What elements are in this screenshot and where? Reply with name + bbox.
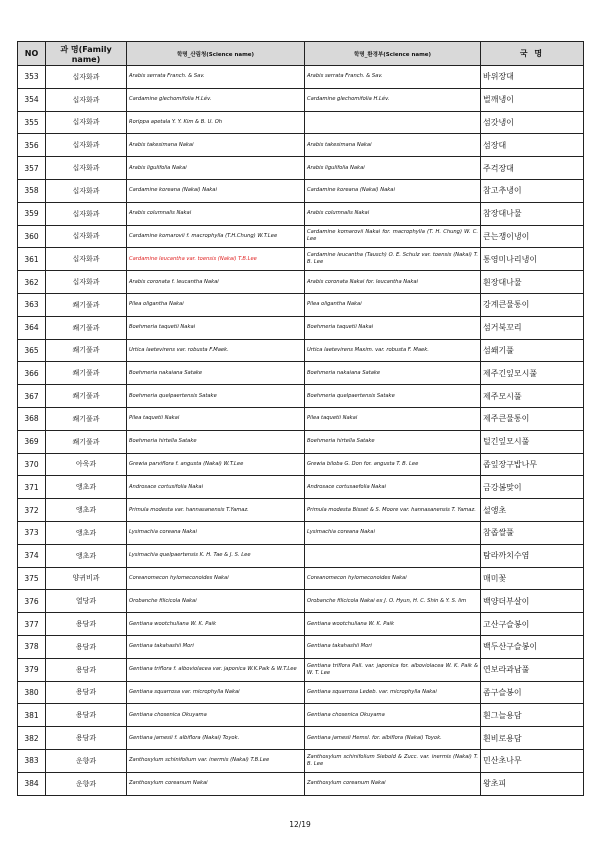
table-row: [18, 544, 584, 567]
table-row: [18, 453, 584, 476]
table-row: [18, 248, 584, 271]
row-number: 373: [18, 521, 46, 544]
environment-scientific-name: Grewia biloba G. Don for. angusta T. B. Lee: [305, 453, 481, 476]
scientific-name: Lysimachia quelpaertensis K. H. Tae & J. S. Lee: [127, 544, 305, 567]
environment-scientific-name: Arabis serrata Franch. & Sav.: [305, 66, 481, 89]
korean-name: 섬갓냉이: [481, 111, 584, 134]
korean-name: 백양더부살이: [481, 590, 584, 613]
family-name: 양귀비과: [46, 567, 127, 590]
environment-scientific-name: Pilea oligantha Nakai: [305, 293, 481, 316]
table-body: [18, 66, 584, 796]
korean-name: 털긴잎모시풀: [481, 430, 584, 453]
species-table: [17, 41, 584, 796]
korean-name: 왕초피: [481, 772, 584, 795]
environment-scientific-name: Zanthoxylum schinifolium Siebold & Zucc. var. inermis (Nakai) T. B. Lee: [305, 749, 481, 772]
family-name: 쐐기풀과: [46, 339, 127, 362]
korean-name: 섬거북꼬리: [481, 316, 584, 339]
table-row: [18, 476, 584, 499]
table-row: [18, 658, 584, 681]
korean-name: 금강봄맞이: [481, 476, 584, 499]
family-name: 쐐기풀과: [46, 293, 127, 316]
scientific-name: Gentiana triflora f. alboviolacea var. japonica W.K.Paik & W.T.Lee: [127, 658, 305, 681]
korean-name: 흰비로용담: [481, 727, 584, 750]
table-row: [18, 111, 584, 134]
scientific-name: Gentiana wootchuliana W. K. Paik: [127, 613, 305, 636]
family-name: 십자화과: [46, 225, 127, 248]
environment-scientific-name: Orobanche filicicola Nakai ex J. O. Hyun, H. C. Shin & Y. S. lim: [305, 590, 481, 613]
table-row: [18, 202, 584, 225]
scientific-name: Arabis ligulifolia Nakai: [127, 157, 305, 180]
page-number: 12/19: [289, 820, 311, 829]
environment-scientific-name: [305, 544, 481, 567]
korean-name: 좁잎장구밥나무: [481, 453, 584, 476]
korean-name: 큰는쟁이냉이: [481, 225, 584, 248]
korean-name: 통영미나리냉이: [481, 248, 584, 271]
scientific-name: Androsace cortusifolia Nakai: [127, 476, 305, 499]
row-number: 377: [18, 613, 46, 636]
table-row: [18, 772, 584, 795]
family-name: 십자화과: [46, 111, 127, 134]
scientific-name: Arabis columnalis Nakai: [127, 202, 305, 225]
scientific-name: Lysimachia coreana Nakai: [127, 521, 305, 544]
environment-scientific-name: Cardamine komarovii Nakai for. macrophylla (T. H. Chung) W. C. Lee: [305, 225, 481, 248]
scientific-name: Cardamine leucantha var. toensis (Nakai) T.B.Lee: [127, 248, 305, 271]
row-number: 383: [18, 749, 46, 772]
environment-scientific-name: Cardamine glechomifolia H.Lév.: [305, 88, 481, 111]
table-row: [18, 407, 584, 430]
environment-scientific-name: Androsace cortusaefolia Nakai: [305, 476, 481, 499]
korean-name: 연보라과남풀: [481, 658, 584, 681]
row-number: 358: [18, 179, 46, 202]
row-number: 375: [18, 567, 46, 590]
korean-name: 제주긴잎모시풀: [481, 362, 584, 385]
family-name: 쐐기풀과: [46, 407, 127, 430]
row-number: 354: [18, 88, 46, 111]
row-number: 384: [18, 772, 46, 795]
scientific-name: Cardamine komarovii f. macrophylla (T.H.Chung) W.T.Lee: [127, 225, 305, 248]
scientific-name: Gentiana takahashii Mori: [127, 635, 305, 658]
row-number: 379: [18, 658, 46, 681]
scientific-name: Arabis coronata f. leucantha Nakai: [127, 271, 305, 294]
table-row: [18, 225, 584, 248]
row-number: 367: [18, 385, 46, 408]
environment-scientific-name: Boehmeria hirtella Satake: [305, 430, 481, 453]
family-name: 십자화과: [46, 202, 127, 225]
korean-name: 참고추냉이: [481, 179, 584, 202]
row-number: 363: [18, 293, 46, 316]
table-row: [18, 362, 584, 385]
table-row: [18, 271, 584, 294]
table-row: [18, 590, 584, 613]
header-korean-name: 국 명: [481, 42, 584, 66]
family-name: 열당과: [46, 590, 127, 613]
family-name: 앵초과: [46, 521, 127, 544]
row-number: 365: [18, 339, 46, 362]
family-name: 운향과: [46, 749, 127, 772]
environment-scientific-name: Gentiana wootchuliana W. K. Paik: [305, 613, 481, 636]
table-row: [18, 727, 584, 750]
family-name: 용담과: [46, 727, 127, 750]
environment-scientific-name: Lysimachia coreana Nakai: [305, 521, 481, 544]
family-name: 십자화과: [46, 134, 127, 157]
environment-scientific-name: Zanthoxylum coreanum Nakai: [305, 772, 481, 795]
korean-name: 흰장대나물: [481, 271, 584, 294]
header-no: NO: [18, 42, 46, 66]
row-number: 360: [18, 225, 46, 248]
table-row: [18, 66, 584, 89]
environment-scientific-name: Arabis coronata Nakai for. leucantha Nakai: [305, 271, 481, 294]
scientific-name: Rorippa apetala Y. Y. Kim & B. U. Oh: [127, 111, 305, 134]
row-number: 374: [18, 544, 46, 567]
environment-scientific-name: Arabis columnalis Nakai: [305, 202, 481, 225]
environment-scientific-name: Pilea taquetii Nakai: [305, 407, 481, 430]
scientific-name: Zanthoxylum coreanum Nakai: [127, 772, 305, 795]
scientific-name: Arabis takesimana Nakai: [127, 134, 305, 157]
korean-name: 바위장대: [481, 66, 584, 89]
row-number: 368: [18, 407, 46, 430]
family-name: 용담과: [46, 681, 127, 704]
family-name: 십자화과: [46, 248, 127, 271]
row-number: 370: [18, 453, 46, 476]
scientific-name: Grewia parviflora f. angusta (Nakai) W.T.Lee: [127, 453, 305, 476]
table-row: [18, 567, 584, 590]
header-row: [18, 42, 584, 66]
row-number: 356: [18, 134, 46, 157]
environment-scientific-name: Arabis takesimana Nakai: [305, 134, 481, 157]
family-name: 용담과: [46, 704, 127, 727]
scientific-name: Pilea oligantha Nakai: [127, 293, 305, 316]
family-name: 용담과: [46, 658, 127, 681]
row-number: 366: [18, 362, 46, 385]
family-name: 십자화과: [46, 157, 127, 180]
environment-scientific-name: Gentiana takahashii Mori: [305, 635, 481, 658]
korean-name: 참좁쌀풀: [481, 521, 584, 544]
scientific-name: Boehmeria quelpaertensis Satake: [127, 385, 305, 408]
environment-scientific-name: Gentiana triflora Pall. var. japonica for. alboviolacea W. K. Paik & W. T. Lee: [305, 658, 481, 681]
korean-name: 탐라까치수염: [481, 544, 584, 567]
family-name: 십자화과: [46, 179, 127, 202]
korean-name: 설앵초: [481, 499, 584, 522]
family-name: 십자화과: [46, 66, 127, 89]
table-row: [18, 339, 584, 362]
environment-scientific-name: Arabis ligulifolia Nakai: [305, 157, 481, 180]
environment-scientific-name: Gentiana chosenica Okuyama: [305, 704, 481, 727]
table-row: [18, 613, 584, 636]
table-row: [18, 385, 584, 408]
row-number: 361: [18, 248, 46, 271]
table-row: [18, 521, 584, 544]
family-name: 쐐기풀과: [46, 362, 127, 385]
korean-name: 참장대나물: [481, 202, 584, 225]
table-row: [18, 635, 584, 658]
scientific-name: Cardamine glechomifolia H.Lév.: [127, 88, 305, 111]
korean-name: 벌깨냉이: [481, 88, 584, 111]
table-row: [18, 749, 584, 772]
scientific-name: Gentiana chosenica Okuyama: [127, 704, 305, 727]
row-number: 369: [18, 430, 46, 453]
row-number: 378: [18, 635, 46, 658]
scientific-name: Orobanche filicicola Nakai: [127, 590, 305, 613]
table-row: [18, 499, 584, 522]
environment-scientific-name: Coreanomecon hylomeconoides Nakai: [305, 567, 481, 590]
row-number: 382: [18, 727, 46, 750]
row-number: 372: [18, 499, 46, 522]
table-row: [18, 134, 584, 157]
family-name: 용담과: [46, 613, 127, 636]
table-row: [18, 316, 584, 339]
table-row: [18, 157, 584, 180]
family-name: 십자화과: [46, 271, 127, 294]
scientific-name: Cardamine koreana (Nakai) Nakai: [127, 179, 305, 202]
environment-scientific-name: Boehmeria taquetii Nakai: [305, 316, 481, 339]
korean-name: 좀구슬봉이: [481, 681, 584, 704]
korean-name: 강계큰물통이: [481, 293, 584, 316]
table-row: [18, 293, 584, 316]
header-family: 과 명(Family name): [46, 42, 127, 66]
row-number: 381: [18, 704, 46, 727]
korean-name: 제주큰물통이: [481, 407, 584, 430]
scientific-name: Boehmeria nakaiana Satake: [127, 362, 305, 385]
scientific-name: Boehmeria hirtella Satake: [127, 430, 305, 453]
table-row: [18, 704, 584, 727]
scientific-name: Boehmeria taquetii Nakai: [127, 316, 305, 339]
family-name: 앵초과: [46, 544, 127, 567]
scientific-name: Urtica laetevirens var. robusta F.Maek.: [127, 339, 305, 362]
scientific-name: Zanthoxylum schinifolium var. inermis (Nakai) T.B.Lee: [127, 749, 305, 772]
table-row: [18, 179, 584, 202]
korean-name: 고산구슬봉이: [481, 613, 584, 636]
korean-name: 섬쐐기풀: [481, 339, 584, 362]
environment-scientific-name: Primula modesta Bisset & S. Moore var. hannasanensis T. Yamaz.: [305, 499, 481, 522]
table-row: [18, 430, 584, 453]
family-name: 앵초과: [46, 476, 127, 499]
korean-name: 민산초나무: [481, 749, 584, 772]
row-number: 364: [18, 316, 46, 339]
family-name: 쐐기풀과: [46, 385, 127, 408]
korean-name: 섬장대: [481, 134, 584, 157]
family-name: 앵초과: [46, 499, 127, 522]
scientific-name: Arabis serrata Franch. & Sav.: [127, 66, 305, 89]
environment-scientific-name: Cardamine koreana (Nakai) Nakai: [305, 179, 481, 202]
environment-scientific-name: Urtica laetevirens Maxim. var. robusta F. Maek.: [305, 339, 481, 362]
row-number: 362: [18, 271, 46, 294]
korean-name: 주걱장대: [481, 157, 584, 180]
family-name: 십자화과: [46, 88, 127, 111]
family-name: 아욱과: [46, 453, 127, 476]
environment-scientific-name: Gentiana jamesii Hemsl. for. albiflora (Nakai) Toyok.: [305, 727, 481, 750]
family-name: 쐐기풀과: [46, 430, 127, 453]
environment-scientific-name: [305, 111, 481, 134]
korean-name: 백두산구슬봉이: [481, 635, 584, 658]
environment-scientific-name: Boehmeria quelpaertensis Satake: [305, 385, 481, 408]
environment-scientific-name: Cardamine leucantha (Tausch) O. E. Schulz var. toensis (Nakai) T. B. Lee: [305, 248, 481, 271]
scientific-name: Primula modesta var. hannasanensis T.Yamaz.: [127, 499, 305, 522]
environment-scientific-name: Gentiana squarrosa Ledeb. var. microphylla Nakai: [305, 681, 481, 704]
row-number: 353: [18, 66, 46, 89]
table-row: [18, 681, 584, 704]
environment-scientific-name: Boehmeria nakaiana Satake: [305, 362, 481, 385]
row-number: 380: [18, 681, 46, 704]
scientific-name: Coreanomecon hylomeconoides Nakai: [127, 567, 305, 590]
row-number: 376: [18, 590, 46, 613]
header-environment-name: 학명_환경부(Science name): [305, 42, 481, 66]
korean-name: 매미꽃: [481, 567, 584, 590]
table-row: [18, 88, 584, 111]
korean-name: 제주모시풀: [481, 385, 584, 408]
family-name: 운향과: [46, 772, 127, 795]
row-number: 371: [18, 476, 46, 499]
family-name: 쐐기풀과: [46, 316, 127, 339]
row-number: 359: [18, 202, 46, 225]
header-scientific-name: 학명_산림청(Science name): [127, 42, 305, 66]
row-number: 357: [18, 157, 46, 180]
scientific-name: Gentiana squarrosa var. microphylla Nakai: [127, 681, 305, 704]
korean-name: 흰그늘용담: [481, 704, 584, 727]
scientific-name: Gentiana jamesii f. albiflora (Nakai) Toyok.: [127, 727, 305, 750]
scientific-name: Pilea taquetii Nakai: [127, 407, 305, 430]
row-number: 355: [18, 111, 46, 134]
family-name: 용담과: [46, 635, 127, 658]
